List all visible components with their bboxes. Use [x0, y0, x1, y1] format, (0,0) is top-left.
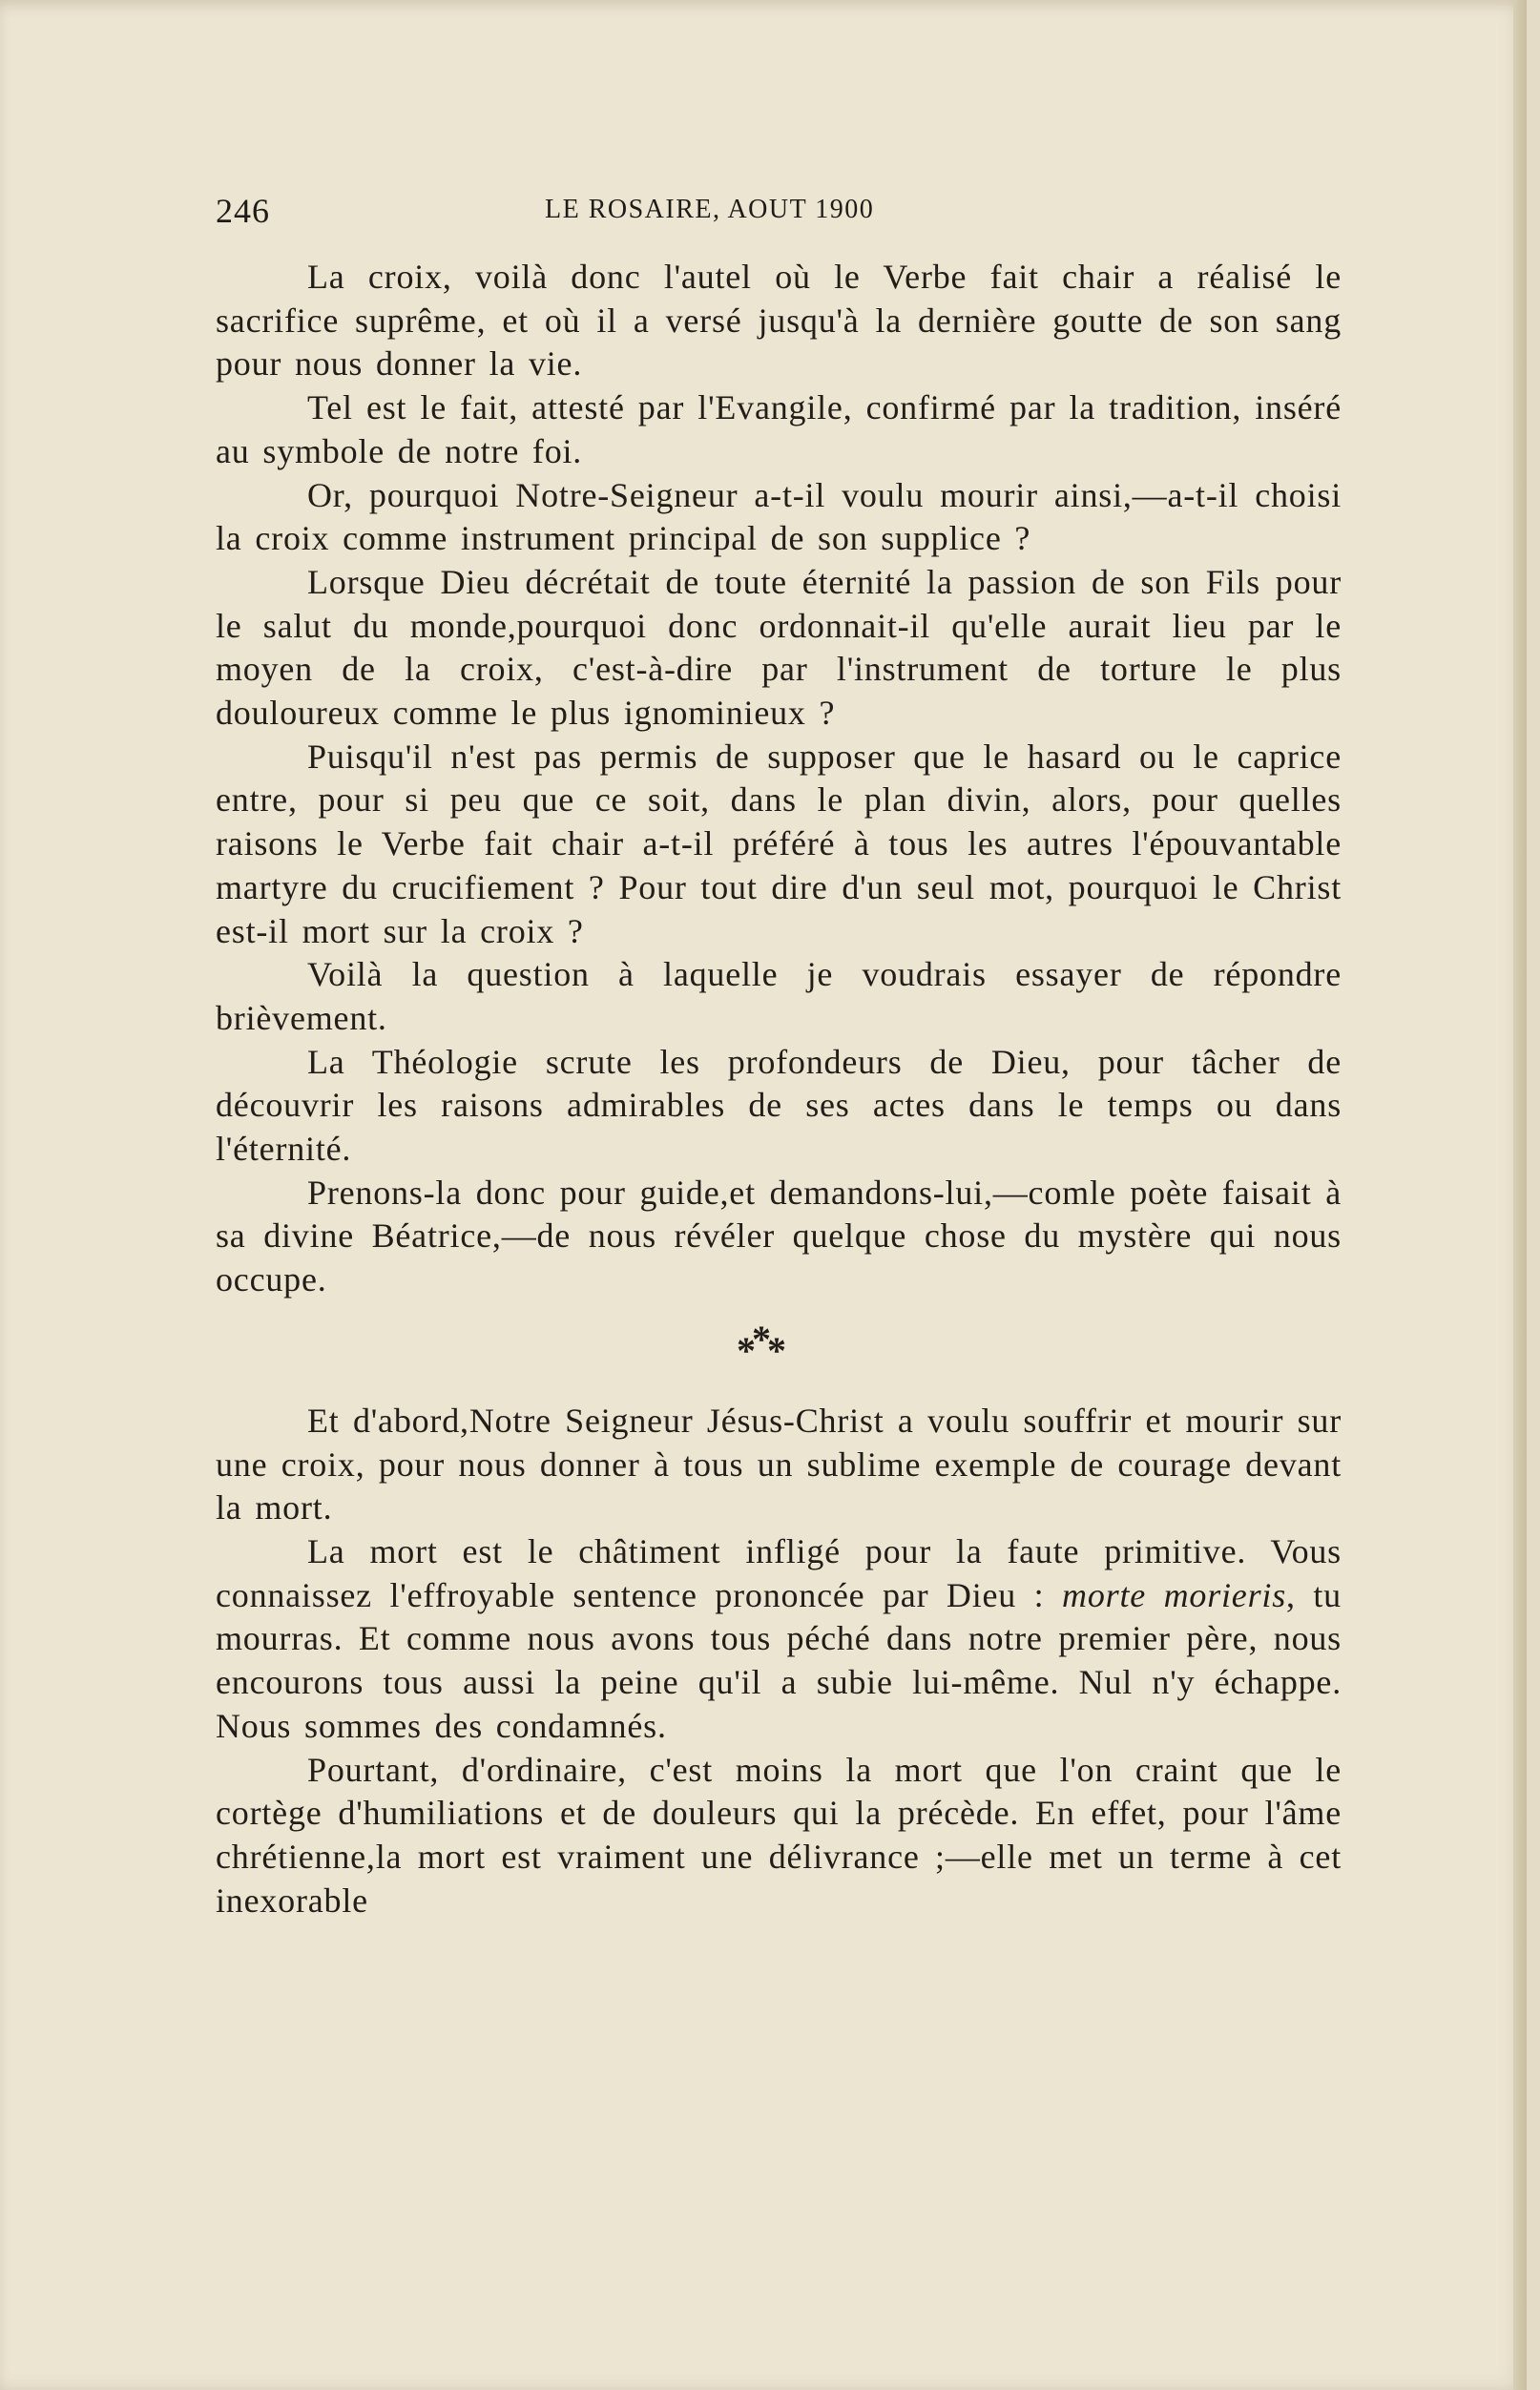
asterism-star-top: * [752, 1317, 767, 1361]
asterism-star-left: * [737, 1328, 752, 1372]
paragraph: Or, pourquoi Notre-Seigneur a-t-il voulu mourir ainsi,—a-t-il choisi la croix comme instrument principal de son supplice ? [216, 475, 1342, 558]
paragraph: Prenons-la donc pour guide,et demandons-lui,—comle poète faisait à sa divine Béatrice,—de nous révéler quelque chose du mystère qui nous occupe. [216, 1173, 1342, 1299]
asterism-star-right: * [767, 1328, 782, 1372]
asterism-section-break [177, 1317, 1342, 1375]
latin-lead-text: La mort est le châtiment infligé pour la faute primitive. Vous connaissez l'effroyable sentence prononcée par Dieu : [216, 1531, 1342, 1614]
paragraph: Voilà la question à laquelle je voudrais essayer de répondre brièvement. [216, 955, 1342, 1037]
latin-quote: morte morieris [1062, 1575, 1287, 1614]
journal-title: LE ROSAIRE, AOUT 1900 [545, 195, 875, 224]
latin-trail-text: , tu mourras. Et comme nous avons tous péché dans notre premier père, nous encourons tous aussi la peine qu'il a subie lui-même. Nul n'y échappe. Nous sommes des condamnés. [216, 1575, 1342, 1745]
paragraph: Tel est le fait, attesté par l'Evangile, confirmé par la tradition, inséré au symbole de notre foi. [216, 388, 1342, 470]
paragraph: La Théologie scrute les profondeurs de Dieu, pour tâcher de découvrir les raisons admirables de ses actes dans le temps ou dans l'éternité. [216, 1042, 1342, 1169]
body-text [216, 256, 1342, 1922]
page-number: 246 [216, 192, 270, 230]
paragraph: Lorsque Dieu décrétait de toute éternité la passion de son Fils pour le salut du monde,pourquoi donc ordonnait-il qu'elle aurait lieu par le moyen de la croix, c'est-à-dire par l'instrument de torture le plus douloureux comme le plus ignominieux ? [216, 562, 1342, 733]
page-edge [1513, 0, 1527, 2390]
running-head [216, 191, 979, 239]
paragraph: Puisqu'il n'est pas permis de supposer que le hasard ou le caprice entre, pour si peu que ce soit, dans le plan divin, alors, pour quelles raisons le Verbe fait chair a-t-il préféré à tous les autres l'épouvantable martyre du crucifiement ? Pour tout dire d'un seul mot, pourquoi le Christ est-il mort sur la croix ? [216, 737, 1342, 950]
paragraph: Et d'abord,Notre Seigneur Jésus-Christ a voulu souffrir et mourir sur une croix, pour nous donner à tous un sublime exemple de courage devant la mort. [216, 1401, 1342, 1528]
paragraph: La croix, voilà donc l'autel où le Verbe fait chair a réalisé le sacrifice suprême, et où il a versé jusqu'à la dernière goutte de son sang pour nous donner la vie. [216, 258, 1342, 384]
paragraph-with-latin [216, 1530, 1342, 1749]
paragraph: Pourtant, d'ordinaire, c'est moins la mort que l'on craint que le cortège d'humiliations et de douleurs qui la précède. En effet, pour l'âme chrétienne,la mort est vraiment une délivrance ;—elle met un terme à cet inexorable [216, 1750, 1342, 1920]
